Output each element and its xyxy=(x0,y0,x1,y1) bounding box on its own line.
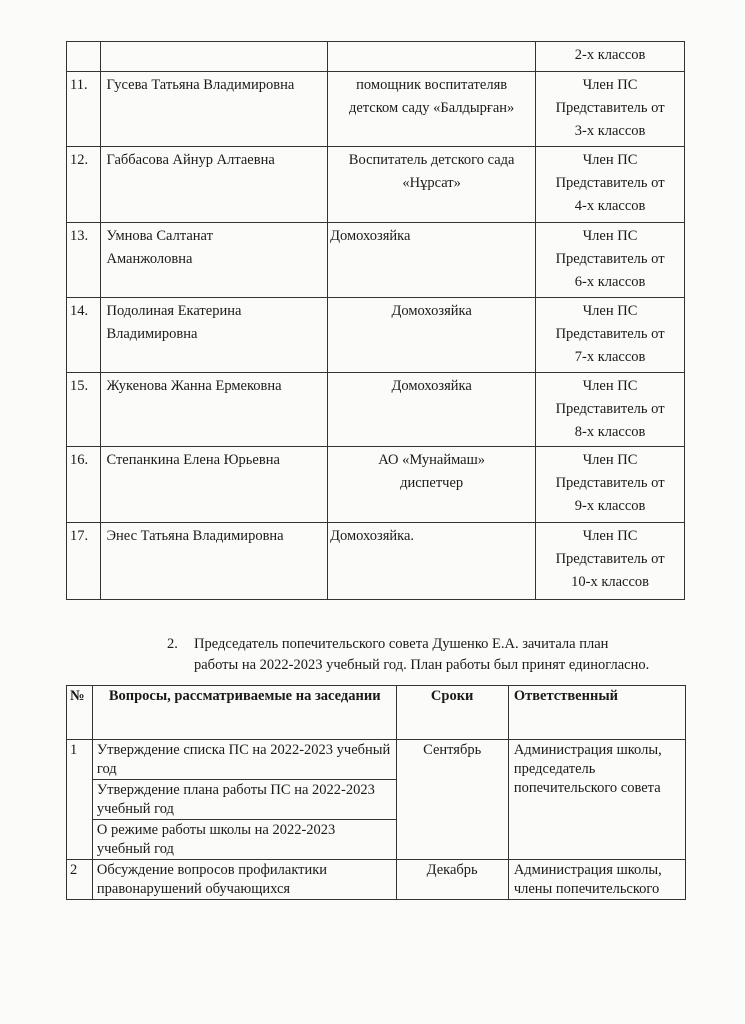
member-role: Член ПС Представитель от 3-х классов xyxy=(536,72,685,147)
member-role: Член ПС Представитель от 4-х классов xyxy=(536,147,685,223)
member-role: Член ПС Представитель от 10-х классов xyxy=(536,523,685,600)
agenda-responsible: Администрация школы, председатель попечительского совета xyxy=(508,740,685,860)
paragraph-line: работы на 2022-2023 учебный год. План работы был принят единогласно. xyxy=(194,657,650,673)
table-row xyxy=(67,740,686,780)
member-workplace: АО «Мунаймаш» диспетчер xyxy=(328,447,536,523)
agenda-question: Обсуждение вопросов профилактики правонарушений обучающихся xyxy=(92,860,396,900)
agenda-term: Декабрь xyxy=(396,860,508,900)
row-number: 12. xyxy=(67,147,101,223)
row-number: 11. xyxy=(67,72,101,147)
table-row xyxy=(67,42,685,72)
member-name: Подолиная Екатерина Владимировна xyxy=(101,298,328,373)
table-row xyxy=(67,223,685,298)
table-row xyxy=(67,147,685,223)
member-workplace xyxy=(328,42,536,72)
members-table xyxy=(66,41,685,600)
member-name xyxy=(101,42,328,72)
agenda-term: Сентябрь xyxy=(396,740,508,860)
member-name: Энес Татьяна Владимировна xyxy=(101,523,328,600)
row-number: 17. xyxy=(67,523,101,600)
work-plan-table xyxy=(66,685,686,900)
member-name: Степанкина Елена Юрьевна xyxy=(101,447,328,523)
row-number: 1 xyxy=(67,740,93,860)
member-workplace: помощник воспитателяв детском саду «Балдырған» xyxy=(328,72,536,147)
member-role: Член ПС Представитель от 7-х классов xyxy=(536,298,685,373)
column-header-responsible: Ответственный xyxy=(508,686,685,740)
table-row xyxy=(67,860,686,900)
row-number: 16. xyxy=(67,447,101,523)
column-header-term: Сроки xyxy=(396,686,508,740)
row-number: 2 xyxy=(67,860,93,900)
member-workplace: Домохозяйка xyxy=(328,298,536,373)
agenda-question: Утверждение списка ПС на 2022-2023 учебный год xyxy=(92,740,396,780)
member-name: Умнова Салтанат Аманжоловна xyxy=(101,223,328,298)
table-row xyxy=(67,447,685,523)
member-name: Габбасова Айнур Алтаевна xyxy=(101,147,328,223)
row-number xyxy=(67,42,101,72)
list-number: 2. xyxy=(167,636,178,652)
table-row xyxy=(67,373,685,447)
row-number: 15. xyxy=(67,373,101,447)
member-workplace: Домохозяйка xyxy=(328,373,536,447)
table-row xyxy=(67,523,685,600)
row-number: 14. xyxy=(67,298,101,373)
table-row xyxy=(67,72,685,147)
table-header-row xyxy=(67,686,686,740)
agenda-responsible: Администрация школы, члены попечительского xyxy=(508,860,685,900)
row-number: 13. xyxy=(67,223,101,298)
paragraph-line: Председатель попечительского совета Душенко Е.А. зачитала план xyxy=(194,636,609,652)
column-header-questions: Вопросы, рассматриваемые на заседании xyxy=(92,686,396,740)
member-name: Жукенова Жанна Ермековна xyxy=(101,373,328,447)
member-workplace: Домохозяйка. xyxy=(328,523,536,600)
column-header-number: № xyxy=(67,686,93,740)
table-row xyxy=(67,298,685,373)
agenda-question: Утверждение плана работы ПС на 2022-2023 учебный год xyxy=(92,780,396,820)
member-workplace: Домохозяйка xyxy=(328,223,536,298)
member-role: Член ПС Представитель от 8-х классов xyxy=(536,373,685,447)
member-role: Член ПС Представитель от 6-х классов xyxy=(536,223,685,298)
member-role: 2-х классов xyxy=(536,42,685,72)
plan-approval-paragraph xyxy=(167,634,707,676)
member-name: Гусева Татьяна Владимировна xyxy=(101,72,328,147)
member-workplace: Воспитатель детского сада «Нұрсат» xyxy=(328,147,536,223)
agenda-question: О режиме работы школы на 2022-2023 учебный год xyxy=(92,820,396,860)
member-role: Член ПС Представитель от 9-х классов xyxy=(536,447,685,523)
